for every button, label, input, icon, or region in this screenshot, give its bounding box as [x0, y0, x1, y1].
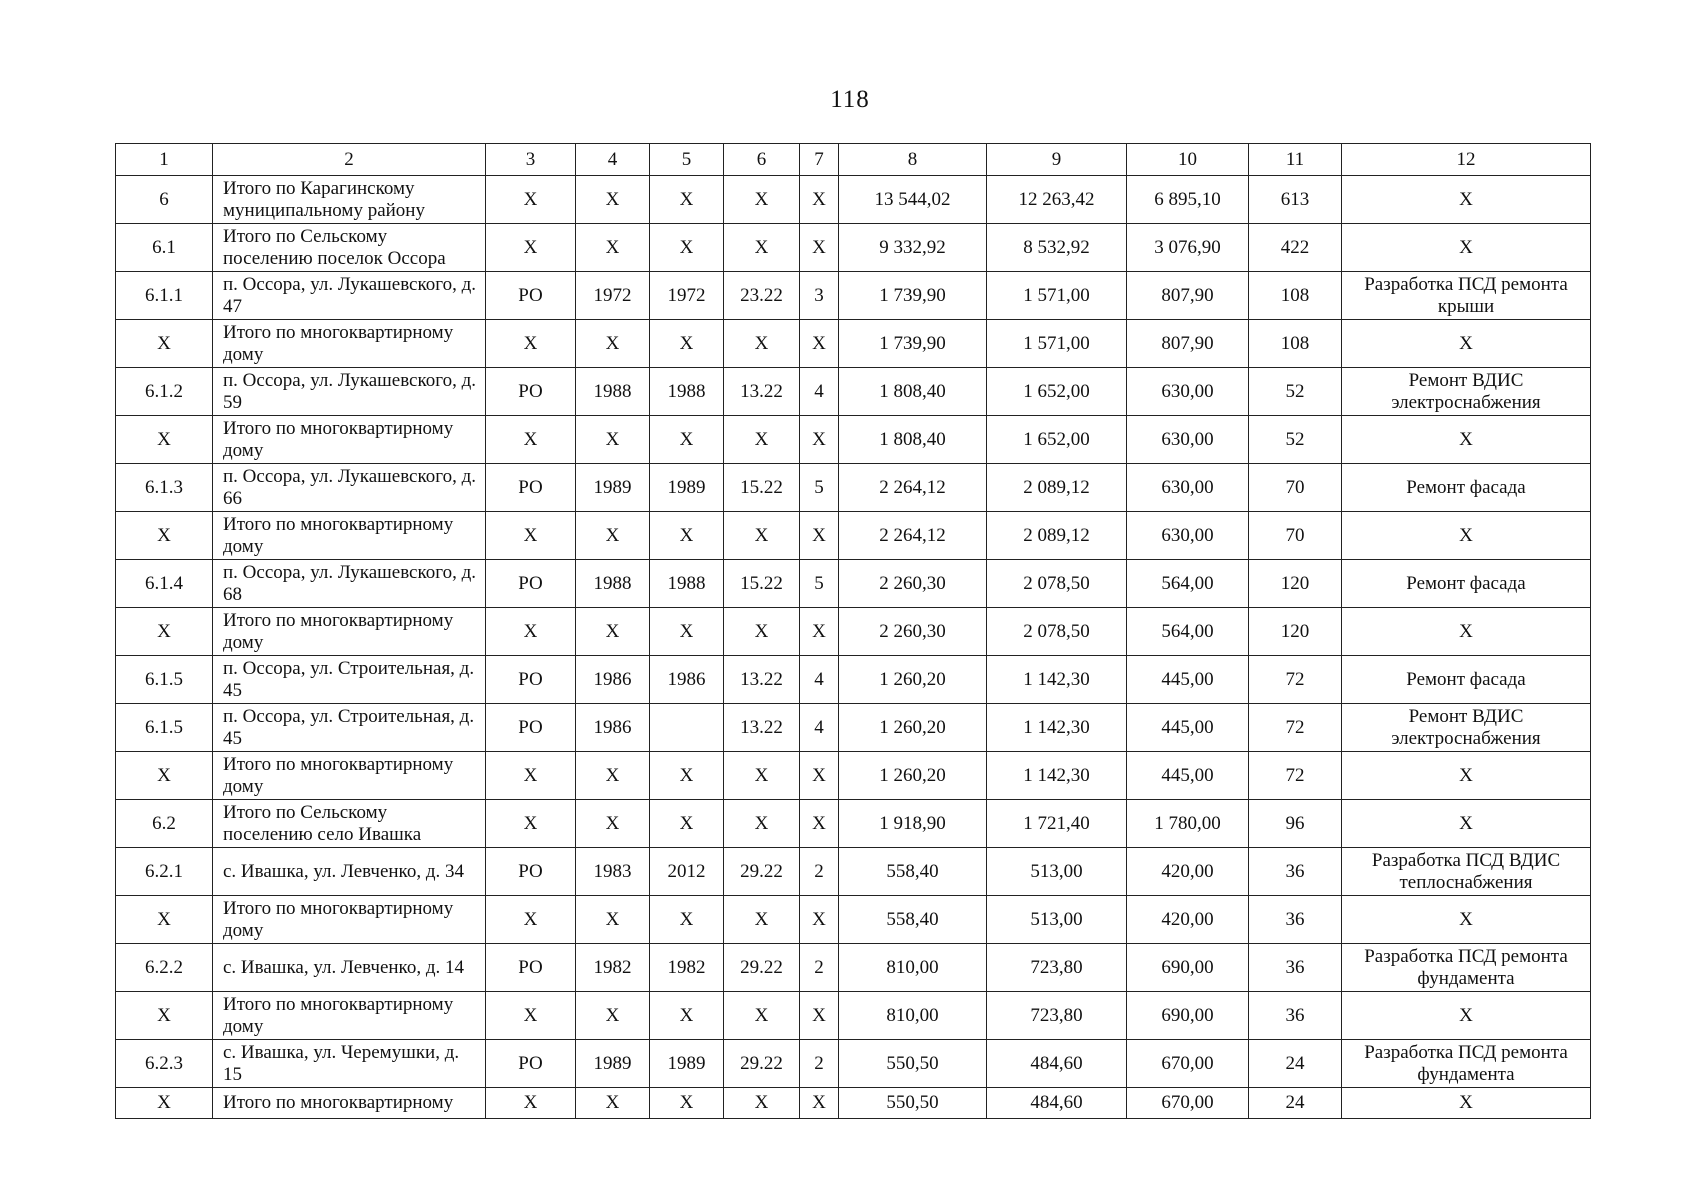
table-cell: РО	[486, 848, 576, 896]
table-cell: 13.22	[724, 704, 800, 752]
table-cell: X	[724, 416, 800, 464]
table-cell: 1 571,00	[987, 320, 1127, 368]
table-cell: Итого по Сельскому поселению поселок Оссора	[213, 224, 486, 272]
table-cell: п. Оссора, ул. Лукашевского, д. 47	[213, 272, 486, 320]
table-cell: РО	[486, 1040, 576, 1088]
table-row	[116, 1088, 1591, 1119]
table-row	[116, 368, 1591, 416]
table-cell: 1 142,30	[987, 752, 1127, 800]
table-cell: 2 078,50	[987, 560, 1127, 608]
table-cell: с. Ивашка, ул. Левченко, д. 14	[213, 944, 486, 992]
table-cell: 2	[800, 848, 839, 896]
table-cell: X	[650, 800, 724, 848]
table-cell: 29.22	[724, 848, 800, 896]
table-cell: 630,00	[1127, 368, 1249, 416]
table-cell: 2 264,12	[839, 512, 987, 560]
table-cell: 2 260,30	[839, 560, 987, 608]
table-cell: X	[486, 896, 576, 944]
table-cell: 1 571,00	[987, 272, 1127, 320]
table-cell: 72	[1249, 704, 1342, 752]
table-cell: X	[576, 176, 650, 224]
table-cell: X	[800, 416, 839, 464]
table-cell: X	[1342, 224, 1591, 272]
table-cell: Разработка ПСД ремонта крыши	[1342, 272, 1591, 320]
table-cell: Итого по многоквартирному дому	[213, 752, 486, 800]
table-cell: Ремонт ВДИС электроснабжения	[1342, 368, 1591, 416]
table-cell: РО	[486, 944, 576, 992]
table-row	[116, 800, 1591, 848]
table-cell: РО	[486, 368, 576, 416]
table-cell: X	[576, 608, 650, 656]
table-cell: 23.22	[724, 272, 800, 320]
table-cell: 1 780,00	[1127, 800, 1249, 848]
table-cell: 1972	[650, 272, 724, 320]
table-cell: п. Оссора, ул. Строительная, д. 45	[213, 704, 486, 752]
table-cell: п. Оссора, ул. Строительная, д. 45	[213, 656, 486, 704]
table-row	[116, 896, 1591, 944]
table-cell: X	[800, 896, 839, 944]
table-cell: 29.22	[724, 944, 800, 992]
table-cell: X	[116, 1088, 213, 1119]
table-row	[116, 752, 1591, 800]
table-cell: X	[650, 176, 724, 224]
table-cell: X	[576, 992, 650, 1040]
table-cell: 1 652,00	[987, 416, 1127, 464]
table-cell: X	[116, 896, 213, 944]
table-cell: п. Оссора, ул. Лукашевского, д. 59	[213, 368, 486, 416]
table-cell: 24	[1249, 1088, 1342, 1119]
table-cell: 6.2.2	[116, 944, 213, 992]
table-cell: 1 739,90	[839, 272, 987, 320]
table-cell: 6 895,10	[1127, 176, 1249, 224]
table-cell: X	[650, 608, 724, 656]
table-cell: 8 532,92	[987, 224, 1127, 272]
table-cell: 2 078,50	[987, 608, 1127, 656]
table-cell: 445,00	[1127, 656, 1249, 704]
table-cell: Итого по многоквартирному	[213, 1088, 486, 1119]
table-cell: 6.1	[116, 224, 213, 272]
table-cell: Итого по Сельскому поселению село Ивашка	[213, 800, 486, 848]
table-cell: X	[576, 800, 650, 848]
table-row	[116, 944, 1591, 992]
table-cell: X	[1342, 800, 1591, 848]
table-cell: 1 260,20	[839, 752, 987, 800]
table-cell: 445,00	[1127, 752, 1249, 800]
table-cell: 2 089,12	[987, 464, 1127, 512]
table-cell: 6.2.1	[116, 848, 213, 896]
table-cell: X	[724, 224, 800, 272]
table-cell: 1 142,30	[987, 704, 1127, 752]
table-cell: 12 263,42	[987, 176, 1127, 224]
table-cell: 1988	[576, 368, 650, 416]
table-row	[116, 656, 1591, 704]
table-cell: X	[650, 512, 724, 560]
table-cell: 6.2	[116, 800, 213, 848]
table-cell: 3 076,90	[1127, 224, 1249, 272]
table-cell: 13 544,02	[839, 176, 987, 224]
table-cell: 6.2.3	[116, 1040, 213, 1088]
table-cell: 613	[1249, 176, 1342, 224]
table-cell: X	[724, 752, 800, 800]
table-cell: п. Оссора, ул. Лукашевского, д. 68	[213, 560, 486, 608]
table-cell: X	[724, 896, 800, 944]
table-cell: 484,60	[987, 1040, 1127, 1088]
table-cell: 1 721,40	[987, 800, 1127, 848]
table-cell: X	[576, 512, 650, 560]
table-cell: 6.1.4	[116, 560, 213, 608]
table-cell: 810,00	[839, 992, 987, 1040]
table-cell: Итого по многоквартирному дому	[213, 320, 486, 368]
table-row	[116, 848, 1591, 896]
table-cell: X	[800, 320, 839, 368]
column-header: 11	[1249, 144, 1342, 176]
table-cell: 29.22	[724, 1040, 800, 1088]
table-cell: X	[486, 320, 576, 368]
table-cell: 550,50	[839, 1088, 987, 1119]
header-row	[116, 144, 1591, 176]
table-cell: 1986	[576, 704, 650, 752]
table-cell: 807,90	[1127, 320, 1249, 368]
table-cell: 13.22	[724, 656, 800, 704]
table-cell: X	[800, 1088, 839, 1119]
table-cell: 630,00	[1127, 416, 1249, 464]
table-cell: 1 260,20	[839, 704, 987, 752]
table-cell: 15.22	[724, 560, 800, 608]
column-header: 8	[839, 144, 987, 176]
table-cell: 1986	[650, 656, 724, 704]
table-cell: X	[1342, 512, 1591, 560]
table-cell: X	[724, 992, 800, 1040]
table-cell: 420,00	[1127, 896, 1249, 944]
table-cell: 9 332,92	[839, 224, 987, 272]
table-cell: 807,90	[1127, 272, 1249, 320]
table-cell: 422	[1249, 224, 1342, 272]
table-cell: Разработка ПСД ВДИС теплоснабжения	[1342, 848, 1591, 896]
table-cell: X	[650, 416, 724, 464]
table-cell: 1972	[576, 272, 650, 320]
table-cell: X	[800, 608, 839, 656]
table-cell: 2 089,12	[987, 512, 1127, 560]
page-number: 118	[830, 86, 870, 113]
table-cell: 1 142,30	[987, 656, 1127, 704]
table-cell: X	[650, 320, 724, 368]
table-cell: 6.1.2	[116, 368, 213, 416]
table-cell: п. Оссора, ул. Лукашевского, д. 66	[213, 464, 486, 512]
table-cell: X	[576, 896, 650, 944]
column-header: 9	[987, 144, 1127, 176]
table-cell: X	[116, 416, 213, 464]
table-cell: 3	[800, 272, 839, 320]
table-row	[116, 560, 1591, 608]
table-cell: 6.1.5	[116, 704, 213, 752]
table-cell: X	[1342, 752, 1591, 800]
table-cell: X	[116, 752, 213, 800]
table-cell: X	[576, 224, 650, 272]
table-cell: 70	[1249, 512, 1342, 560]
table-cell: 630,00	[1127, 512, 1249, 560]
table-cell: Разработка ПСД ремонта фундамента	[1342, 944, 1591, 992]
table-cell: 513,00	[987, 848, 1127, 896]
table-row	[116, 992, 1591, 1040]
table-cell: 36	[1249, 848, 1342, 896]
table-cell: X	[576, 416, 650, 464]
table-row	[116, 176, 1591, 224]
table-cell: X	[576, 752, 650, 800]
table-cell: X	[800, 992, 839, 1040]
table-cell: 1989	[650, 1040, 724, 1088]
table-cell: 36	[1249, 992, 1342, 1040]
table-cell: X	[116, 992, 213, 1040]
table-cell: 670,00	[1127, 1088, 1249, 1119]
table-cell: X	[1342, 896, 1591, 944]
table-cell: 1988	[650, 560, 724, 608]
table-cell: 630,00	[1127, 464, 1249, 512]
table-cell: 120	[1249, 560, 1342, 608]
table-cell	[650, 704, 724, 752]
table-cell: 670,00	[1127, 1040, 1249, 1088]
table-cell: с. Ивашка, ул. Черемушки, д. 15	[213, 1040, 486, 1088]
table-cell: 690,00	[1127, 992, 1249, 1040]
table-cell: 2012	[650, 848, 724, 896]
table-cell: с. Ивашка, ул. Левченко, д. 34	[213, 848, 486, 896]
table-cell: 4	[800, 704, 839, 752]
table-cell: X	[1342, 1088, 1591, 1119]
table-cell: 1989	[576, 1040, 650, 1088]
table-cell: 445,00	[1127, 704, 1249, 752]
table-cell: 24	[1249, 1040, 1342, 1088]
table-cell: X	[116, 608, 213, 656]
table-cell: X	[650, 992, 724, 1040]
column-header: 5	[650, 144, 724, 176]
table-cell: X	[1342, 176, 1591, 224]
table-cell: X	[724, 512, 800, 560]
table-cell: X	[486, 992, 576, 1040]
table-cell: X	[486, 608, 576, 656]
table-cell: X	[486, 800, 576, 848]
table-cell: X	[576, 1088, 650, 1119]
column-header: 4	[576, 144, 650, 176]
table-cell: РО	[486, 704, 576, 752]
table-cell: РО	[486, 464, 576, 512]
table-row	[116, 1040, 1591, 1088]
table-cell: X	[800, 800, 839, 848]
table-row	[116, 464, 1591, 512]
table-cell: 484,60	[987, 1088, 1127, 1119]
table-cell: 6	[116, 176, 213, 224]
table-cell: 36	[1249, 944, 1342, 992]
table-cell: 723,80	[987, 944, 1127, 992]
table-cell: X	[724, 1088, 800, 1119]
column-header: 6	[724, 144, 800, 176]
table-cell: X	[486, 512, 576, 560]
table-cell: Итого по многоквартирному дому	[213, 896, 486, 944]
table-cell: X	[486, 1088, 576, 1119]
table-cell: 5	[800, 464, 839, 512]
table-cell: 120	[1249, 608, 1342, 656]
table-cell: 2	[800, 1040, 839, 1088]
table-cell: X	[650, 896, 724, 944]
table-cell: Итого по многоквартирному дому	[213, 608, 486, 656]
table-cell: 420,00	[1127, 848, 1249, 896]
table-cell: X	[724, 800, 800, 848]
table-cell: 1982	[576, 944, 650, 992]
table-cell: 15.22	[724, 464, 800, 512]
table-cell: 1 918,90	[839, 800, 987, 848]
table-cell: X	[486, 416, 576, 464]
table-cell: X	[800, 512, 839, 560]
table-cell: 564,00	[1127, 608, 1249, 656]
table-cell: 690,00	[1127, 944, 1249, 992]
column-header: 7	[800, 144, 839, 176]
table-cell: X	[800, 752, 839, 800]
table-cell: 1 808,40	[839, 368, 987, 416]
table-row	[116, 608, 1591, 656]
table-cell: 1 652,00	[987, 368, 1127, 416]
table-cell: Ремонт фасада	[1342, 656, 1591, 704]
table-cell: 1 808,40	[839, 416, 987, 464]
table-cell: 4	[800, 368, 839, 416]
table-cell: 2	[800, 944, 839, 992]
table-cell: 96	[1249, 800, 1342, 848]
table-cell: Разработка ПСД ремонта фундамента	[1342, 1040, 1591, 1088]
column-header: 1	[116, 144, 213, 176]
table-cell: 6.1.5	[116, 656, 213, 704]
table-cell: 52	[1249, 416, 1342, 464]
table-cell: X	[116, 512, 213, 560]
column-header: 12	[1342, 144, 1591, 176]
table-cell: X	[486, 752, 576, 800]
table-row	[116, 512, 1591, 560]
table-cell: Итого по Карагинскому муниципальному району	[213, 176, 486, 224]
table-cell: Итого по многоквартирному дому	[213, 416, 486, 464]
table-cell: 13.22	[724, 368, 800, 416]
table-cell: 1 260,20	[839, 656, 987, 704]
table-cell: 550,50	[839, 1040, 987, 1088]
table-cell: 108	[1249, 272, 1342, 320]
table-cell: 564,00	[1127, 560, 1249, 608]
table-row	[116, 320, 1591, 368]
table-cell: 1988	[650, 368, 724, 416]
table-cell: 1983	[576, 848, 650, 896]
table-cell: X	[650, 752, 724, 800]
table-cell: 1982	[650, 944, 724, 992]
table-cell: Итого по многоквартирному дому	[213, 512, 486, 560]
table-cell: 723,80	[987, 992, 1127, 1040]
table-cell: X	[486, 176, 576, 224]
column-header: 2	[213, 144, 486, 176]
table-cell: 4	[800, 656, 839, 704]
table-cell: X	[800, 224, 839, 272]
table-cell: Ремонт фасада	[1342, 560, 1591, 608]
table-cell: X	[724, 608, 800, 656]
table-cell: РО	[486, 560, 576, 608]
table-cell: 36	[1249, 896, 1342, 944]
table-row	[116, 416, 1591, 464]
table-row	[116, 224, 1591, 272]
table-cell: 1988	[576, 560, 650, 608]
table-cell: РО	[486, 656, 576, 704]
table-cell: Итого по многоквартирному дому	[213, 992, 486, 1040]
column-header: 3	[486, 144, 576, 176]
table-cell: 6.1.3	[116, 464, 213, 512]
table-cell: РО	[486, 272, 576, 320]
table-cell: 72	[1249, 752, 1342, 800]
table-cell: 810,00	[839, 944, 987, 992]
table-cell: 2 260,30	[839, 608, 987, 656]
table-cell: 1989	[576, 464, 650, 512]
table-row	[116, 272, 1591, 320]
table-cell: X	[1342, 320, 1591, 368]
table-cell: X	[1342, 608, 1591, 656]
table-cell: X	[576, 320, 650, 368]
table-cell: 52	[1249, 368, 1342, 416]
table-cell: 1 739,90	[839, 320, 987, 368]
table-row	[116, 704, 1591, 752]
table-cell: X	[486, 224, 576, 272]
table-cell: X	[1342, 992, 1591, 1040]
table-cell: 1989	[650, 464, 724, 512]
table-cell: 2 264,12	[839, 464, 987, 512]
column-header: 10	[1127, 144, 1249, 176]
table-cell: 1986	[576, 656, 650, 704]
table-cell: X	[650, 224, 724, 272]
table-cell: 558,40	[839, 896, 987, 944]
table-cell: Ремонт фасада	[1342, 464, 1591, 512]
table-cell: X	[800, 176, 839, 224]
table-cell: 72	[1249, 656, 1342, 704]
table-cell: 513,00	[987, 896, 1127, 944]
data-table	[115, 143, 1591, 1119]
table-cell: X	[116, 320, 213, 368]
table-cell: X	[650, 1088, 724, 1119]
table-cell: X	[1342, 416, 1591, 464]
table-cell: 108	[1249, 320, 1342, 368]
table-cell: Ремонт ВДИС электроснабжения	[1342, 704, 1591, 752]
table-cell: 5	[800, 560, 839, 608]
table-cell: 558,40	[839, 848, 987, 896]
table-cell: 70	[1249, 464, 1342, 512]
table-cell: 6.1.1	[116, 272, 213, 320]
table-cell: X	[724, 320, 800, 368]
table-cell: X	[724, 176, 800, 224]
